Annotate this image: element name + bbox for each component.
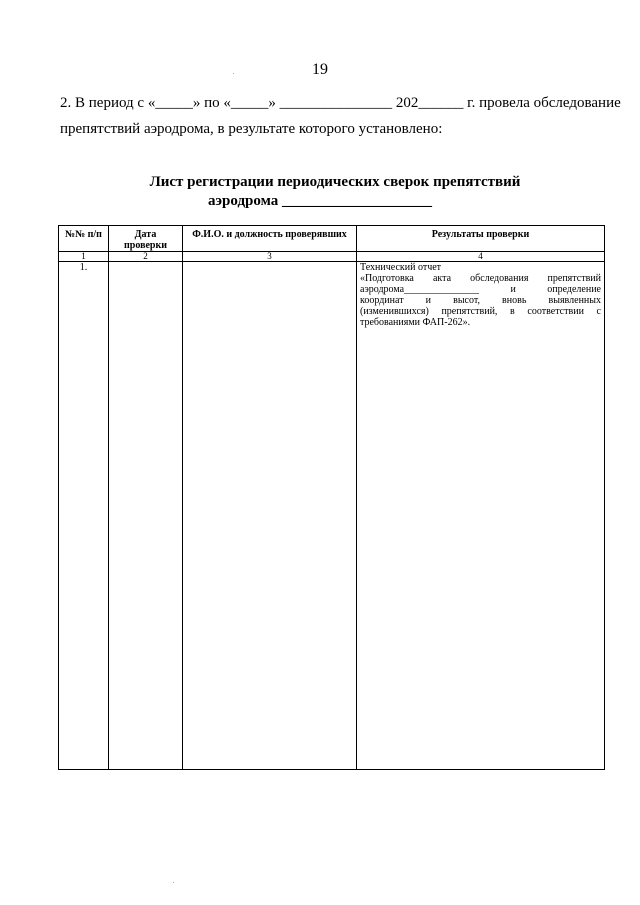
column-number: 1 xyxy=(59,252,109,262)
row-number: 1. xyxy=(59,262,109,770)
page-number: 19 xyxy=(312,61,328,78)
table-row xyxy=(59,262,605,770)
paragraph-line-1: 2. В период с «_____» по «_____» _______________ 202______ г. провела обследование xyxy=(60,95,621,111)
result-line: (изменившихся) препятствий, в соответствии с xyxy=(360,306,601,317)
header-result: Результаты проверки xyxy=(357,226,605,252)
header-date: Дата проверки xyxy=(109,226,183,252)
row-person xyxy=(183,262,357,770)
header-person: Ф.И.О. и должность проверявших xyxy=(183,226,357,252)
sheet-title-aerodrome-text: аэродрома ____________________ xyxy=(208,193,432,209)
column-number: 3 xyxy=(183,252,357,262)
sheet-title: Лист регистрации периодических сверок препятствий xyxy=(149,174,521,190)
column-number: 4 xyxy=(357,252,605,262)
column-number: 2 xyxy=(109,252,183,262)
result-line: координат и высот, вновь выявленных xyxy=(360,295,601,306)
paragraph-line-2: препятствий аэродрома, в результате которого установлено: xyxy=(60,121,443,137)
result-line: «Подготовка акта обследования препятствий xyxy=(360,273,601,284)
column-number-row xyxy=(59,252,605,262)
header-number: №№ п/п xyxy=(59,226,109,252)
table-header-row xyxy=(59,226,605,252)
sheet-title-aerodrome xyxy=(0,193,640,210)
row-date xyxy=(109,262,183,770)
registration-table xyxy=(58,225,605,770)
scan-speck xyxy=(173,882,174,883)
result-line: аэродрома_______________ и определение xyxy=(360,284,601,295)
scan-speck xyxy=(233,73,234,74)
result-line: Технический отчет xyxy=(360,262,442,273)
result-line: требованиями ФАП-262». xyxy=(360,317,471,328)
row-result xyxy=(357,262,605,770)
